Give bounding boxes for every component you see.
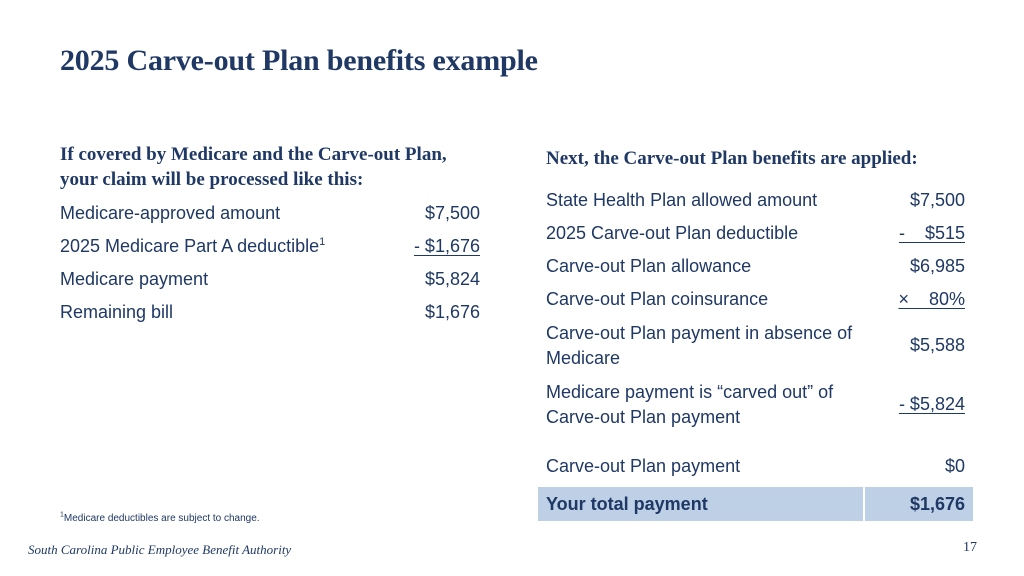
table-row	[60, 230, 480, 263]
row-amount: × 80%	[898, 289, 965, 309]
table-row	[538, 375, 973, 434]
total-label: Your total payment	[538, 487, 864, 521]
row-label: Medicare-approved amount	[60, 203, 281, 223]
table-row	[538, 283, 973, 316]
row-label: 2025 Medicare Part A deductible$^1$	[60, 236, 326, 256]
table-row	[60, 197, 480, 230]
row-amount: $1,676	[424, 302, 480, 322]
row-amount: $5,588	[909, 335, 965, 355]
row-label: Carve-out Plan allowance	[546, 256, 752, 276]
table-row	[538, 217, 973, 250]
row-amount: $5,824	[424, 269, 480, 289]
table-row	[538, 184, 973, 217]
total-amount: $1,676	[864, 487, 973, 521]
footnote-marker: 1	[60, 511, 64, 519]
footnote: $^1$Medicare deductibles are subject to change.	[60, 511, 260, 524]
footer-organization: South Carolina Public Employee Benefit Authority	[28, 542, 292, 557]
row-amount: $0	[944, 456, 965, 476]
table-row	[60, 263, 480, 296]
footnote-marker: 1	[319, 236, 326, 248]
row-label: State Health Plan allowed amount	[546, 190, 818, 210]
row-amount: $6,985	[909, 256, 965, 276]
row-label: Medicare payment is “carved out” of Carve-out Plan payment	[546, 381, 834, 427]
row-label: Remaining bill	[60, 302, 174, 322]
row-amount: $7,500	[909, 190, 965, 210]
row-label: Medicare payment	[60, 269, 209, 289]
carve-out-benefits-table	[538, 184, 973, 521]
row-amount: - $515	[898, 223, 965, 243]
medicare-processing-table	[60, 197, 480, 329]
carve-out-benefits-heading: Next, the Carve-out Plan benefits are applied:	[546, 148, 918, 169]
page-title: 2025 Carve-out Plan benefits example	[60, 44, 538, 77]
row-label: 2025 Carve-out Plan deductible	[546, 223, 799, 243]
row-label: Carve-out Plan payment in absence of Medicare	[546, 322, 853, 368]
total-row	[538, 487, 973, 521]
row-label: Carve-out Plan payment	[546, 456, 741, 476]
table-row	[538, 250, 973, 283]
table-row	[538, 316, 973, 375]
table-row	[538, 434, 973, 487]
row-amount: $7,500	[424, 203, 480, 223]
page-number: 17	[963, 540, 977, 555]
medicare-processing-heading: If covered by Medicare and the Carve-out Plan, your claim will be processed like this:	[60, 144, 447, 190]
row-label: Carve-out Plan coinsurance	[546, 289, 769, 309]
row-amount: - $1,676	[413, 236, 480, 256]
row-amount: - $5,824	[898, 394, 965, 414]
table-row	[60, 296, 480, 329]
